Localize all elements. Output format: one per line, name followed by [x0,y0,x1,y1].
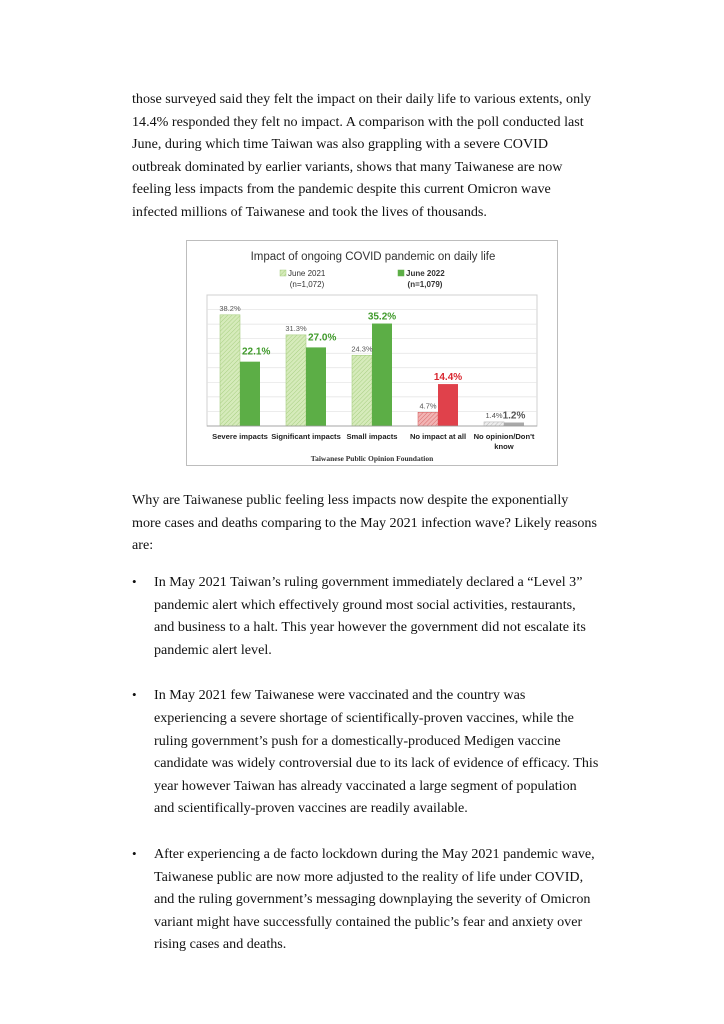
paragraph-line: feeling less impacts from the pandemic despite this current Omicron wave [132,181,551,198]
list-item-line: and the ruling government’s messaging downplaying the severity of Omicron [154,891,591,908]
legend-sample-size: (n=1,072) [289,280,325,289]
list-item-line: In May 2021 few Taiwanese were vaccinated and the country was [154,687,526,704]
list-item-line: After experiencing a de facto lockdown during the May 2021 pandemic wave, [154,845,595,862]
data-label-june-2022: 14.4% [433,372,463,384]
bar-june-2021 [286,335,306,426]
bar-june-2022 [438,384,458,426]
data-label-june-2021: 31.3% [285,323,307,333]
list-item-line: In May 2021 Taiwan’s ruling government immediately declared a “Level 3” [154,574,583,590]
category-label: Severe impacts [212,432,268,441]
chart-source: Taiwanese Public Opinion Foundation [310,454,434,463]
list-item [132,843,614,956]
data-label-june-2021: 24.3% [351,344,373,354]
bar-june-2022 [306,347,326,426]
chart-figure [186,240,558,466]
legend-label: June 2022 [406,269,445,278]
data-label-june-2021: 38.2% [219,303,241,313]
plot-area [207,295,537,451]
bar-june-2022 [504,423,524,426]
paragraph-question [132,489,608,557]
category-label: Small impacts [346,432,398,441]
list-item-line: pandemic alert level. [154,641,272,658]
data-label-june-2022: 22.1% [242,346,271,358]
category-label: No impact at all [409,432,467,441]
list-item-line: and scientifically-proven vaccines are readily available. [154,800,468,817]
list-item-line: candidate was widely controversial due to its lack of evidence of efficacy. This [154,755,599,772]
list-item-line: pandemic alert which effectively ground most social activities, restaurants, [154,596,576,613]
impact-bar-chart [187,241,557,465]
bar-june-2021 [418,412,438,426]
legend-swatch [280,270,286,276]
data-label-june-2022: 1.2% [502,410,526,422]
list-item-line: variant might have successfully contained the public’s fear and anxiety over [154,913,583,930]
paragraph-line: June, during which time Taiwan was also grappling with a severe COVID [132,136,548,153]
list-item-line: rising cases and deaths. [154,936,287,953]
bar-june-2021 [352,355,372,426]
data-label-june-2021: 1.4% [485,410,503,420]
bar-june-2022 [240,362,260,426]
list-item-line: ruling government’s push for a domestically-produced Medigen vaccine [154,732,561,749]
bullet-icon: • [132,687,137,703]
chart-legend [280,269,445,289]
chart-title: Impact of ongoing COVID pandemic on daily life [250,251,496,263]
legend-swatch [398,270,404,276]
reasons-list [132,571,614,979]
list-item-line: year however Taiwan has already vaccinated a large segment of population [154,777,577,794]
legend-label: June 2021 [288,269,326,278]
data-label-june-2022: 35.2% [367,311,397,323]
legend-sample-size: (n=1,079) [407,280,443,289]
paragraph-line: outbreak dominated by earlier variants, shows that many Taiwanese are now [132,158,563,175]
list-item [132,684,614,820]
paragraph-line: infected millions of Taiwanese and took the lives of thousands. [132,203,487,220]
paragraph-line: 14.4% responded they felt no impact. A comparison with the poll conducted last [132,113,584,130]
paragraph-line: are: [132,537,154,554]
list-item-line: experiencing a severe shortage of scientifically-proven vaccines, while the [154,709,574,726]
paragraph-line: those surveyed said they felt the impact on their daily life to various extents, only [132,91,592,107]
paragraph-line: Why are Taiwanese public feeling less impacts now despite the exponentially [132,492,569,508]
data-label-june-2022: 27.0% [308,332,337,344]
bar-june-2021 [220,315,240,426]
bar-june-2022 [372,324,392,426]
data-label-june-2021: 4.7% [419,401,437,411]
list-item-line: Taiwanese public are now more adjusted to the reality of life under COVID, [154,868,584,885]
category-label: know [494,442,514,451]
list-item-line: and business to a halt. This year however the government did not escalate its [154,619,586,636]
bar-june-2021 [484,422,504,426]
paragraph-intro [132,88,608,224]
list-item [132,571,614,661]
bullet-icon: • [132,845,137,861]
category-label: No opinion/Don't [473,432,535,441]
bullet-icon: • [132,574,137,589]
category-label: Significant impacts [271,432,341,441]
paragraph-line: more cases and deaths comparing to the May 2021 infection wave? Likely reasons [132,514,597,531]
